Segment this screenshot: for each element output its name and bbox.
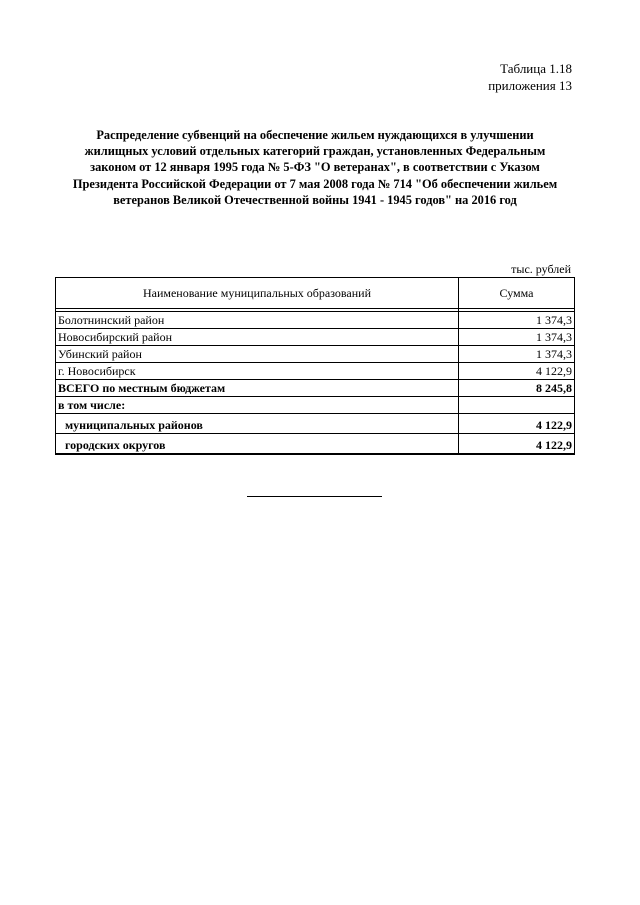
row-sum: 1 374,3	[459, 312, 575, 329]
row-name: г. Новосибирск	[56, 363, 459, 380]
subtotal-name: городских округов	[56, 434, 459, 455]
title-line-1: Распределение субвенций на обеспечение жильем нуждающихся в улучшении	[96, 128, 534, 142]
row-sum: 4 122,9	[459, 363, 575, 380]
table-row	[56, 346, 575, 363]
subtotal-row	[56, 414, 575, 434]
subtotal-sum: 4 122,9	[459, 414, 575, 434]
row-name: Болотнинский район	[56, 312, 459, 329]
table-row	[56, 329, 575, 346]
column-header-name: Наименование муниципальных образований	[56, 278, 459, 309]
appendix-number: приложения 13	[488, 78, 572, 93]
total-row	[56, 380, 575, 397]
row-sum: 1 374,3	[459, 346, 575, 363]
title-line-5: ветеранов Великой Отечественной войны 1941 - 1945 годов" на 2016 год	[113, 192, 517, 207]
title-line-4: Президента Российской Федерации от 7 мая 2008 года № 714 "Об обеспечении жильем	[72, 176, 558, 191]
including-sum	[459, 397, 575, 414]
row-sum: 1 374,3	[459, 329, 575, 346]
subtotal-sum: 4 122,9	[459, 434, 575, 455]
including-label: в том числе:	[56, 397, 459, 414]
subtotal-row	[56, 434, 575, 455]
row-name: Убинский район	[56, 346, 459, 363]
title-line-2: жилищных условий отдельных категорий граждан, установленных Федеральным	[84, 144, 546, 159]
total-sum: 8 245,8	[459, 380, 575, 397]
including-row	[56, 397, 575, 414]
units-label: тыс. рублей	[511, 262, 571, 276]
table-number: Таблица 1.18	[500, 61, 572, 76]
document-title	[40, 127, 590, 208]
table-row	[56, 363, 575, 380]
end-divider	[247, 496, 382, 497]
row-name: Новосибирский район	[56, 329, 459, 346]
column-header-sum: Сумма	[459, 278, 575, 309]
table-row	[56, 312, 575, 329]
total-name: ВСЕГО по местным бюджетам	[56, 380, 459, 397]
title-line-3: законом от 12 января 1995 года № 5-ФЗ "О ветеранах", в соответствии с Указом	[90, 160, 540, 175]
table-header-row	[56, 278, 575, 309]
subtotal-name: муниципальных районов	[56, 414, 459, 434]
table-reference	[488, 60, 572, 94]
subsidy-table	[55, 277, 575, 455]
